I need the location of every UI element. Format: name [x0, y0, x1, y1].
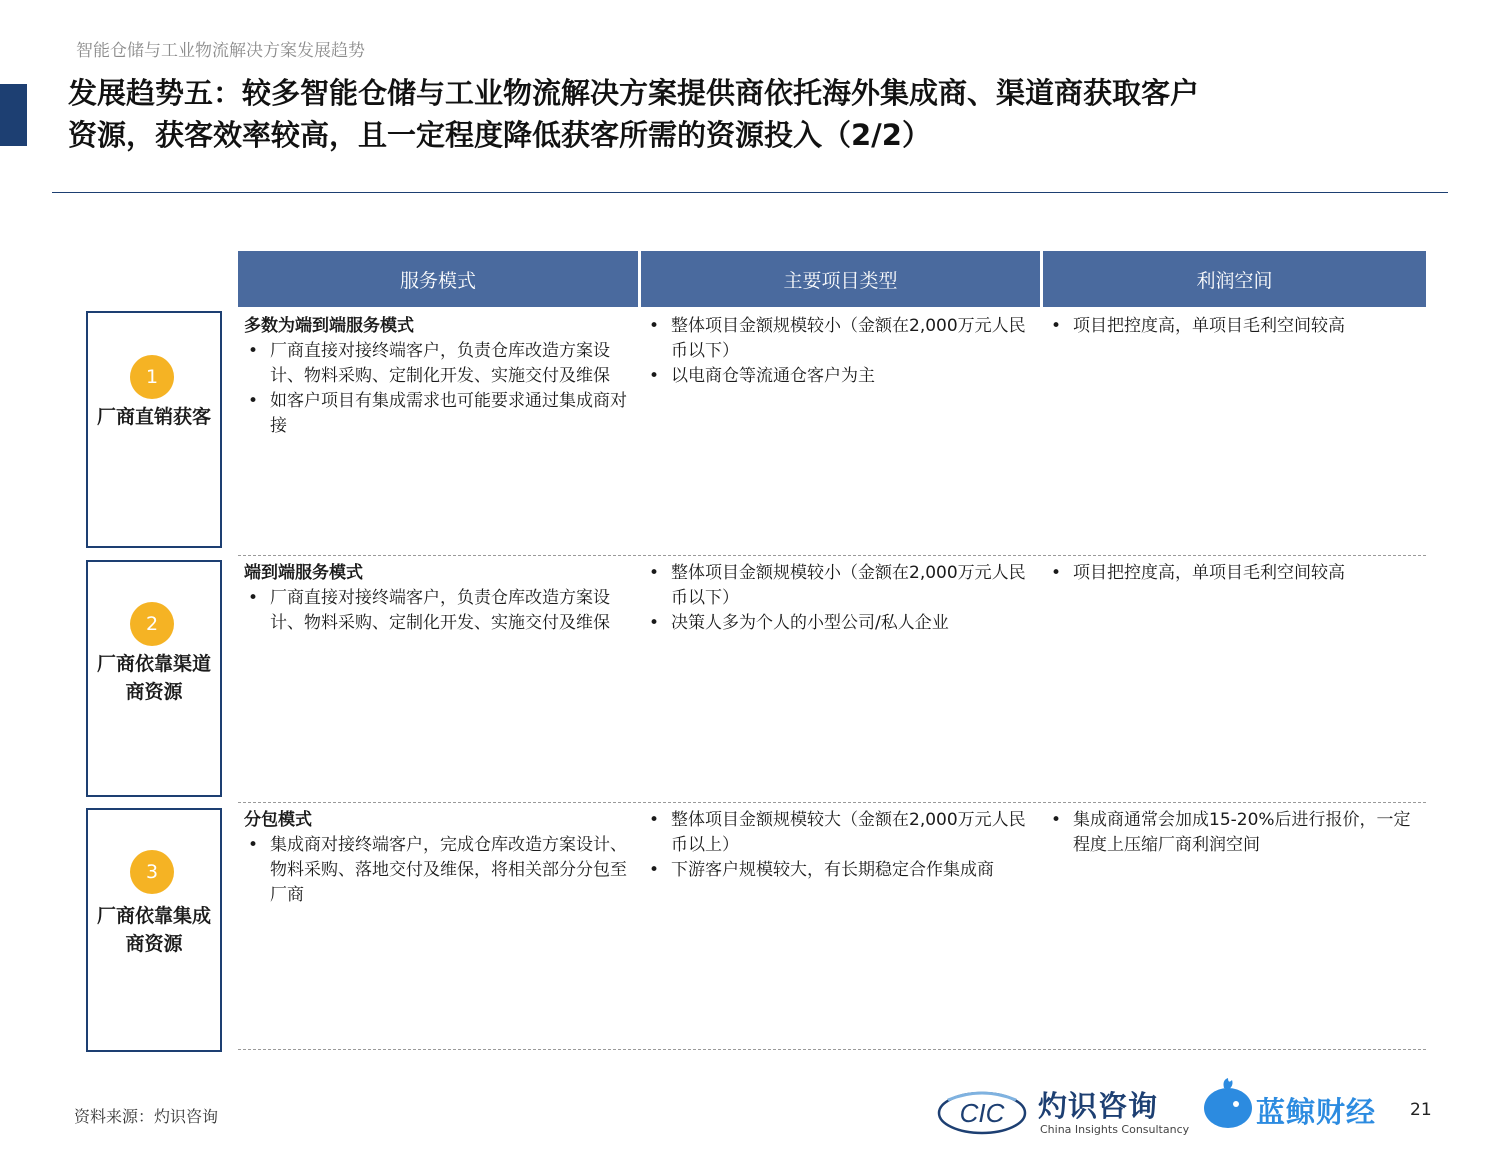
- page-title-line-2: 资源，获客效率较高，且一定程度降低获客所需的资源投入（2/2）: [68, 118, 931, 152]
- bullet-item: • 决策人多为个人的小型公司/私人企业: [645, 611, 1030, 636]
- row-label: 厂商依靠渠道商资源: [96, 653, 211, 703]
- column-header-service-mode: 服务模式: [238, 251, 638, 307]
- profit-space-cell: [1047, 561, 1425, 586]
- project-type-bullets: [645, 314, 1030, 389]
- service-mode-cell: [244, 314, 630, 439]
- service-mode-cell: [244, 561, 630, 636]
- title-accent-bar: [0, 84, 27, 146]
- project-type-cell: [645, 808, 1030, 883]
- service-mode-heading: 端到端服务模式: [244, 563, 363, 583]
- profit-space-cell: [1047, 314, 1425, 339]
- bullet-item: • 整体项目金额规模较小（金额在2,000万元人民币以下）: [645, 561, 1030, 611]
- service-mode-heading: 多数为端到端服务模式: [244, 316, 414, 336]
- service-mode-bullets: [244, 586, 630, 636]
- page-title-line-1: 发展趋势五：较多智能仓储与工业物流解决方案提供商依托海外集成商、渠道商获取客户: [68, 76, 1200, 110]
- row-label-box: [86, 808, 222, 1052]
- cic-logo-icon: [936, 1086, 1028, 1138]
- bullet-item: • 下游客户规模较大，有长期稳定合作集成商: [645, 858, 1030, 883]
- section-kicker: 智能仓储与工业物流解决方案发展趋势: [76, 41, 365, 61]
- row-label: 厂商依靠集成商资源: [96, 905, 211, 955]
- row-number-badge: 1: [130, 355, 174, 399]
- whale-logo-icon: [1202, 1076, 1254, 1130]
- source-note: 资料来源：灼识咨询: [74, 1107, 219, 1126]
- bullet-item: • 整体项目金额规模较小（金额在2,000万元人民币以下）: [645, 314, 1030, 364]
- row-divider: [238, 802, 1426, 803]
- row-number-badge: 3: [130, 850, 174, 894]
- bullet-item: • 如客户项目有集成需求也可能要求通过集成商对接: [244, 389, 630, 439]
- service-mode-bullets: [244, 833, 630, 908]
- project-type-cell: [645, 314, 1030, 389]
- row-label-box: [86, 560, 222, 797]
- title-divider: [52, 192, 1448, 193]
- column-header-profit-space: 利润空间: [1043, 251, 1426, 307]
- bullet-item: • 厂商直接对接终端客户，负责仓库改造方案设计、物料采购、定制化开发、实施交付及维保: [244, 586, 630, 636]
- bullet-item: • 以电商仓等流通仓客户为主: [645, 364, 1030, 389]
- cic-logo-text: CIC: [959, 1098, 1005, 1128]
- row-label-box: [86, 311, 222, 548]
- project-type-bullets: [645, 561, 1030, 636]
- service-mode-bullets: [244, 339, 630, 439]
- row-label: 厂商直销获客: [96, 406, 211, 428]
- profit-space-bullets: [1047, 314, 1425, 339]
- bullet-item: • 集成商通常会加成15-20%后进行报价，一定程度上压缩厂商利润空间: [1047, 808, 1425, 858]
- service-mode-heading: 分包模式: [244, 810, 312, 830]
- bullet-item: • 项目把控度高，单项目毛利空间较高: [1047, 314, 1425, 339]
- bullet-item: • 项目把控度高，单项目毛利空间较高: [1047, 561, 1425, 586]
- service-mode-cell: [244, 808, 630, 908]
- row-divider: [238, 1049, 1426, 1050]
- page-title: [68, 72, 1448, 156]
- bullet-item: • 整体项目金额规模较大（金额在2,000万元人民币以上）: [645, 808, 1030, 858]
- lanjing-brand-name: 蓝鲸财经: [1256, 1095, 1377, 1129]
- bullet-item: • 集成商对接终端客户，完成仓库改造方案设计、物料采购、落地交付及维保，将相关部分分包至厂商: [244, 833, 630, 908]
- profit-space-bullets: [1047, 561, 1425, 586]
- project-type-cell: [645, 561, 1030, 636]
- row-divider: [238, 555, 1426, 556]
- column-header-project-type: 主要项目类型: [641, 251, 1040, 307]
- page-number: 21: [1410, 1100, 1432, 1120]
- project-type-bullets: [645, 808, 1030, 883]
- row-number-badge: 2: [130, 602, 174, 646]
- profit-space-cell: [1047, 808, 1425, 858]
- bullet-item: • 厂商直接对接终端客户，负责仓库改造方案设计、物料采购、定制化开发、实施交付及维保: [244, 339, 630, 389]
- cic-brand-english: China Insights Consultancy: [1040, 1123, 1190, 1136]
- cic-brand-name: 灼识咨询: [1038, 1089, 1159, 1123]
- profit-space-bullets: [1047, 808, 1425, 858]
